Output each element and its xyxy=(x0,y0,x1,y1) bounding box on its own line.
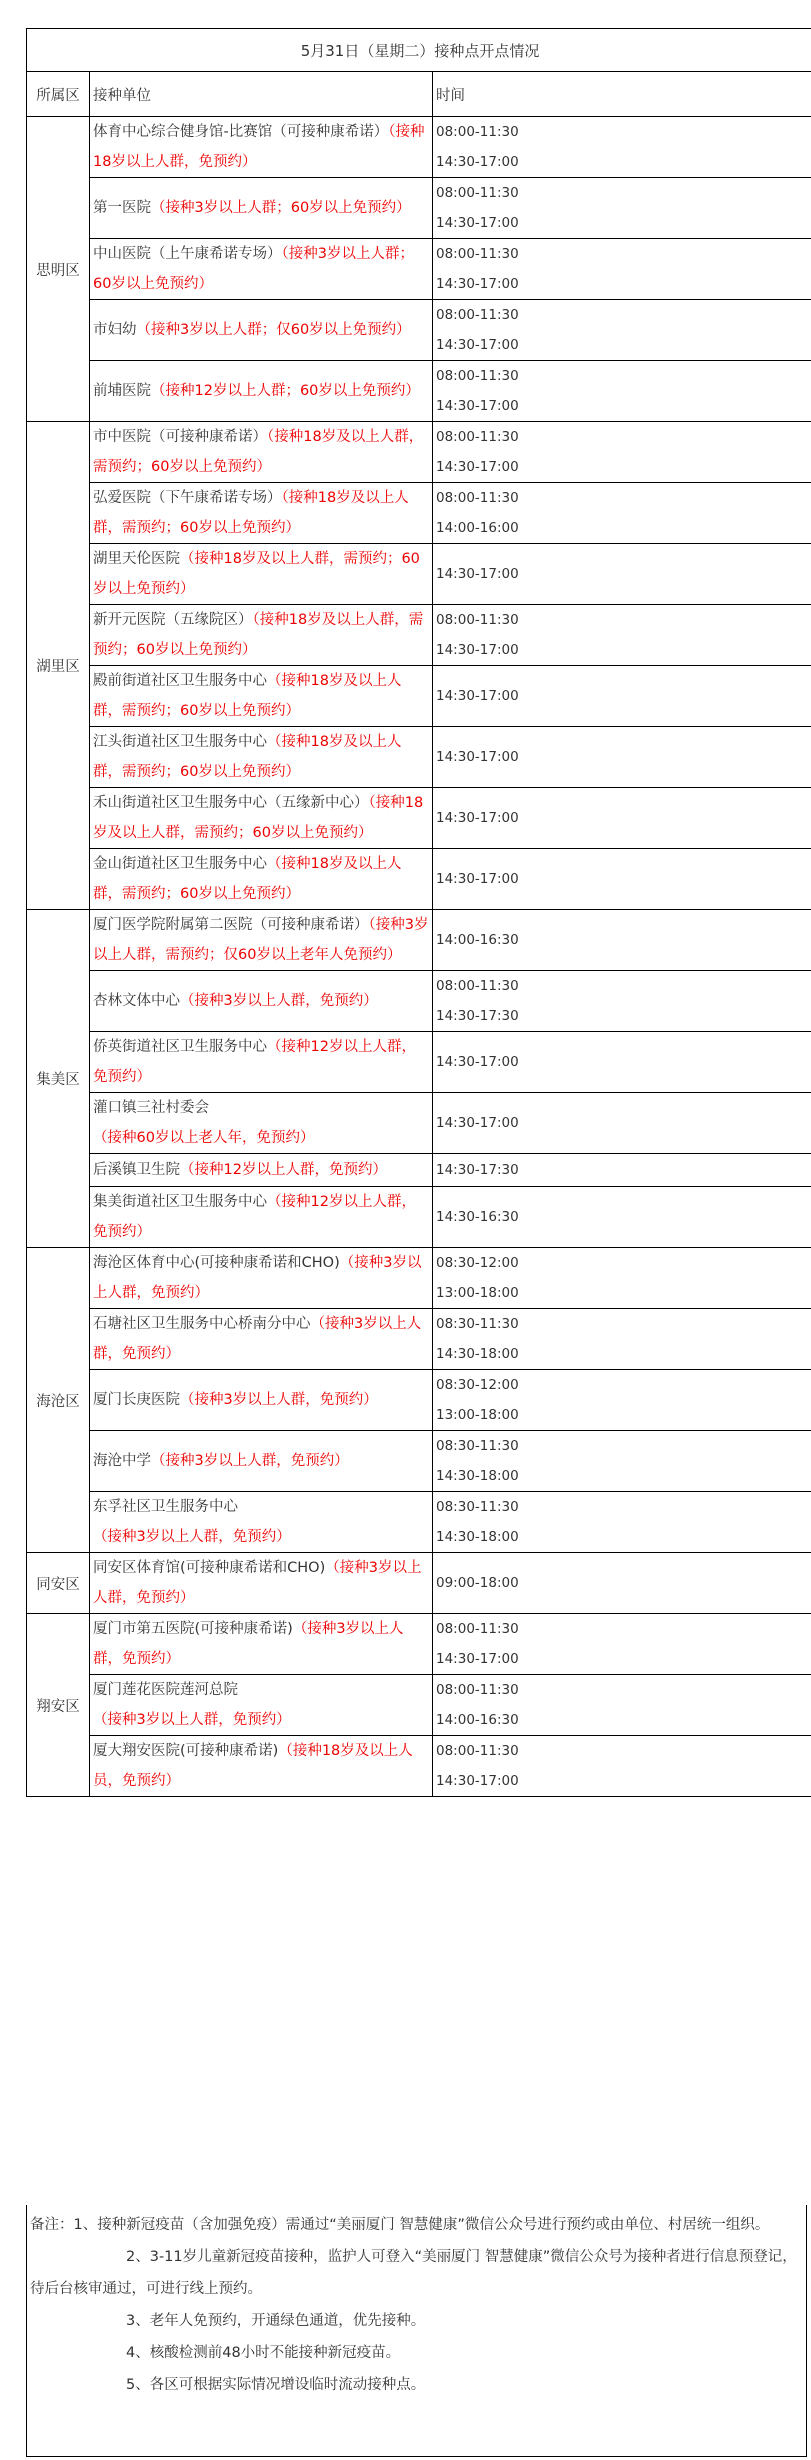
time-cell xyxy=(433,1032,811,1093)
unit-cell xyxy=(90,727,433,788)
table-row xyxy=(27,422,811,483)
unit-cell xyxy=(90,1492,433,1553)
table-row xyxy=(27,1187,811,1248)
table-row xyxy=(27,1032,811,1093)
afternoon-time: 14:30-17:00 xyxy=(436,688,519,704)
table-title: 5月31日（星期二）接种点开点情况 xyxy=(27,29,811,72)
unit-name: 东孚社区卫生服务中心 xyxy=(93,1499,238,1515)
afternoon-time: 14:30-17:00 xyxy=(436,871,519,887)
table-row xyxy=(27,727,811,788)
unit-name: 厦门医学院附属第二医院（可接种康希诺） xyxy=(93,917,369,933)
eligibility-note: （接种3岁以上人群，免预约） xyxy=(93,1529,291,1545)
time-cell xyxy=(433,1093,811,1154)
morning-time: 08:30-12:00 xyxy=(436,1377,519,1393)
afternoon-time: 14:30-17:00 xyxy=(436,1651,519,1667)
table-row xyxy=(27,239,811,300)
morning-time: 08:00-11:30 xyxy=(436,307,519,323)
eligibility-note: （接种18岁及以上人群，需预约；60岁以上免预约） xyxy=(93,429,424,475)
morning-time: 08:00-11:30 xyxy=(436,368,519,384)
time-cell xyxy=(433,117,811,178)
note-line: 3、老年人免预约，开通绿色通道，优先接种。 xyxy=(126,2313,426,2329)
unit-cell xyxy=(90,910,433,971)
afternoon-time: 14:00-16:30 xyxy=(436,932,519,948)
eligibility-note: （接种3岁以上人群，免预约） xyxy=(93,1316,422,1362)
time-cell xyxy=(433,727,811,788)
header-district: 所属区 xyxy=(27,72,90,117)
header-unit: 接种单位 xyxy=(90,72,433,117)
unit-cell xyxy=(90,239,433,300)
eligibility-note: （接种3岁以上人群，免预约） xyxy=(93,1560,422,1606)
district-cell: 海沧区 xyxy=(27,1248,90,1553)
unit-name: 厦大翔安医院(可接种康希诺) xyxy=(93,1743,279,1759)
unit-name: 海沧区体育中心(可接种康希诺和CHO) xyxy=(93,1255,340,1271)
afternoon-time: 14:00-16:30 xyxy=(436,1712,519,1728)
district-cell: 翔安区 xyxy=(27,1614,90,1797)
morning-time: 08:30-11:30 xyxy=(436,1316,519,1332)
eligibility-note: （接种18岁以上人群，免预约） xyxy=(93,124,425,170)
afternoon-time: 14:30-17:00 xyxy=(436,154,519,170)
time-cell xyxy=(433,788,811,849)
unit-name: 市中医院（可接种康希诺） xyxy=(93,429,267,445)
table-row xyxy=(27,1675,811,1736)
time-cell xyxy=(433,971,811,1032)
time-cell xyxy=(433,1553,811,1614)
unit-name: 海沧中学 xyxy=(93,1453,151,1469)
table-row xyxy=(27,1431,811,1492)
time-cell xyxy=(433,361,811,422)
table-body xyxy=(27,117,811,1797)
eligibility-note: （接种3岁以上人群，免预约） xyxy=(180,1392,378,1408)
unit-name: 体育中心综合健身馆-比赛馆（可接种康希诺） xyxy=(93,124,389,140)
afternoon-time: 14:30-17:00 xyxy=(436,749,519,765)
table-row xyxy=(27,849,811,910)
title-row xyxy=(27,29,811,72)
eligibility-note: （接种3岁以上人群，免预约） xyxy=(151,1453,349,1469)
afternoon-time: 14:30-17:00 xyxy=(436,459,519,475)
table-row xyxy=(27,971,811,1032)
afternoon-time: 14:30-17:00 xyxy=(436,1115,519,1131)
table-row xyxy=(27,483,811,544)
eligibility-note: （接种18岁及以上人群，需预约；60岁以上免预约） xyxy=(93,856,402,902)
eligibility-note: （接种18岁及以上人群，需预约；60岁以上免预约） xyxy=(93,551,420,597)
unit-cell xyxy=(90,971,433,1032)
district-cell: 湖里区 xyxy=(27,422,90,910)
table-row xyxy=(27,178,811,239)
time-cell xyxy=(433,910,811,971)
eligibility-note: （接种3岁以上人群，免预约） xyxy=(180,993,378,1009)
district-cell: 集美区 xyxy=(27,910,90,1248)
time-cell xyxy=(433,849,811,910)
unit-cell xyxy=(90,1248,433,1309)
unit-name: 集美街道社区卫生服务中心 xyxy=(93,1194,267,1210)
afternoon-time: 13:00-18:00 xyxy=(436,1285,519,1301)
afternoon-time: 09:00-18:00 xyxy=(436,1575,519,1591)
table-row xyxy=(27,1248,811,1309)
eligibility-note: （接种3岁以上人群；60岁以上免预约） xyxy=(151,200,411,216)
unit-name: 厦门长庚医院 xyxy=(93,1392,180,1408)
unit-cell xyxy=(90,1370,433,1431)
time-cell xyxy=(433,666,811,727)
time-cell xyxy=(433,1309,811,1370)
unit-cell xyxy=(90,117,433,178)
district-cell: 同安区 xyxy=(27,1553,90,1614)
morning-time: 08:00-11:30 xyxy=(436,1743,519,1759)
morning-time: 08:00-11:30 xyxy=(436,1621,519,1637)
unit-cell xyxy=(90,361,433,422)
unit-cell xyxy=(90,1675,433,1736)
time-cell xyxy=(433,239,811,300)
afternoon-time: 14:00-16:00 xyxy=(436,520,519,536)
table-row xyxy=(27,544,811,605)
vaccination-schedule-table xyxy=(26,28,811,1797)
unit-cell xyxy=(90,1553,433,1614)
morning-time: 08:00-11:30 xyxy=(436,1682,519,1698)
unit-name: 禾山街道社区卫生服务中心（五缘新中心） xyxy=(93,795,369,811)
afternoon-time: 14:30-18:00 xyxy=(436,1468,519,1484)
afternoon-time: 14:30-17:00 xyxy=(436,337,519,353)
table-row xyxy=(27,1492,811,1553)
unit-name: 侨英街道社区卫生服务中心 xyxy=(93,1039,267,1055)
afternoon-time: 14:30-17:00 xyxy=(436,566,519,582)
unit-cell xyxy=(90,849,433,910)
time-cell xyxy=(433,1431,811,1492)
eligibility-note: （接种3岁以上人群，免预约） xyxy=(93,1621,404,1667)
unit-cell xyxy=(90,422,433,483)
note-line: 5、各区可根据实际情况增设临时流动接种点。 xyxy=(126,2377,426,2393)
unit-cell xyxy=(90,1736,433,1797)
afternoon-time: 14:30-16:30 xyxy=(436,1209,519,1225)
unit-name: 弘爱医院（下午康希诺专场） xyxy=(93,490,282,506)
unit-cell xyxy=(90,1032,433,1093)
unit-name: 湖里天伦医院 xyxy=(93,551,180,567)
eligibility-note: （接种60岁以上老人年，免预约） xyxy=(93,1130,315,1146)
morning-time: 08:00-11:30 xyxy=(436,490,519,506)
time-cell xyxy=(433,483,811,544)
eligibility-note: （接种12岁以上人群，免预约） xyxy=(93,1194,416,1240)
morning-time: 08:30-11:30 xyxy=(436,1438,519,1454)
unit-cell xyxy=(90,1614,433,1675)
table-row xyxy=(27,1309,811,1370)
table-row xyxy=(27,1736,811,1797)
unit-cell xyxy=(90,178,433,239)
time-cell xyxy=(433,1370,811,1431)
time-cell xyxy=(433,1154,811,1187)
eligibility-note: （接种18岁及以上人群，需预约；60岁以上免预约） xyxy=(93,795,424,841)
time-cell xyxy=(433,178,811,239)
eligibility-note: （接种18岁及以上人群，需预约；60岁以上免预约） xyxy=(93,490,409,536)
unit-cell xyxy=(90,1187,433,1248)
unit-name: 江头街道社区卫生服务中心 xyxy=(93,734,267,750)
district-cell: 思明区 xyxy=(27,117,90,422)
table-row xyxy=(27,910,811,971)
table-row xyxy=(27,1370,811,1431)
morning-time: 08:00-11:30 xyxy=(436,978,519,994)
unit-cell xyxy=(90,544,433,605)
header-row xyxy=(27,72,811,117)
unit-name: 同安区体育馆(可接种康希诺和CHO) xyxy=(93,1560,326,1576)
eligibility-note: （接种12岁以上人群，免预约） xyxy=(180,1162,387,1178)
unit-name: 中山医院（上午康希诺专场） xyxy=(93,246,282,262)
morning-time: 08:00-11:30 xyxy=(436,124,519,140)
morning-time: 08:00-11:30 xyxy=(436,185,519,201)
afternoon-time: 14:30-17:00 xyxy=(436,398,519,414)
eligibility-note: （接种12岁以上人群，免预约） xyxy=(93,1039,416,1085)
header-time: 时间 xyxy=(433,72,811,117)
eligibility-note: （接种3岁以上人群；仅60岁以上免预约） xyxy=(136,322,411,338)
eligibility-note: （接种3岁以上人群，免预约） xyxy=(93,1712,291,1728)
table-row xyxy=(27,300,811,361)
time-cell xyxy=(433,544,811,605)
eligibility-note: （接种18岁及以上人群，需预约；60岁以上免预约） xyxy=(93,673,402,719)
eligibility-note: （接种18岁及以上人员，免预约） xyxy=(93,1743,413,1789)
eligibility-note: （接种3岁以上人群，需预约；仅60岁以上老年人免预约） xyxy=(93,917,429,963)
eligibility-note: （接种3岁以上人群；60岁以上免预约） xyxy=(93,246,414,292)
unit-name: 殿前街道社区卫生服务中心 xyxy=(93,673,267,689)
eligibility-note: （接种18岁及以上人群，需预约；60岁以上免预约） xyxy=(93,612,424,658)
time-cell xyxy=(433,1187,811,1248)
morning-time: 08:00-11:30 xyxy=(436,429,519,445)
afternoon-time: 14:30-17:30 xyxy=(436,1008,519,1024)
note-line: 2、3-11岁儿童新冠疫苗接种，监护人可登入“美丽厦门 智慧健康”微信公众号为接种者进行信息预登记，待后台核审通过，可进行线上预约。 xyxy=(30,2249,797,2297)
morning-time: 08:30-12:00 xyxy=(436,1255,519,1271)
unit-name: 金山街道社区卫生服务中心 xyxy=(93,856,267,872)
unit-cell xyxy=(90,300,433,361)
unit-cell xyxy=(90,666,433,727)
time-cell xyxy=(433,1675,811,1736)
table-row xyxy=(27,666,811,727)
morning-time: 08:30-11:30 xyxy=(436,1499,519,1515)
afternoon-time: 14:30-17:30 xyxy=(436,1162,519,1178)
afternoon-time: 14:30-17:00 xyxy=(436,276,519,292)
time-cell xyxy=(433,1492,811,1553)
eligibility-note: （接种12岁以上人群；60岁以上免预约） xyxy=(151,383,420,399)
unit-name: 后溪镇卫生院 xyxy=(93,1162,180,1178)
time-cell xyxy=(433,1736,811,1797)
note-line: 4、核酸检测前48小时不能接种新冠疫苗。 xyxy=(126,2345,401,2361)
unit-name: 第一医院 xyxy=(93,200,151,216)
unit-name: 杏林文体中心 xyxy=(93,993,180,1009)
unit-cell xyxy=(90,788,433,849)
unit-name: 前埔医院 xyxy=(93,383,151,399)
unit-cell xyxy=(90,605,433,666)
afternoon-time: 14:30-18:00 xyxy=(436,1529,519,1545)
unit-cell xyxy=(90,1431,433,1492)
table-row xyxy=(27,117,811,178)
table-row xyxy=(27,788,811,849)
time-cell xyxy=(433,1614,811,1675)
table-row xyxy=(27,1614,811,1675)
note-line: 备注：1、接种新冠疫苗（含加强免疫）需通过“美丽厦门 智慧健康”微信公众号进行预约或由单位、村居统一组织。 xyxy=(30,2217,770,2233)
afternoon-time: 14:30-17:00 xyxy=(436,1054,519,1070)
table-row xyxy=(27,1154,811,1187)
table-row xyxy=(27,1093,811,1154)
time-cell xyxy=(433,605,811,666)
afternoon-time: 14:30-17:00 xyxy=(436,810,519,826)
afternoon-time: 14:30-18:00 xyxy=(436,1346,519,1362)
afternoon-time: 13:00-18:00 xyxy=(436,1407,519,1423)
unit-name: 市妇幼 xyxy=(93,322,137,338)
unit-name: 厦门莲花医院莲河总院 xyxy=(93,1682,238,1698)
afternoon-time: 14:30-17:00 xyxy=(436,1773,519,1789)
table-row xyxy=(27,1553,811,1614)
unit-name: 厦门市第五医院(可接种康希诺) xyxy=(93,1621,293,1637)
unit-cell xyxy=(90,1154,433,1187)
time-cell xyxy=(433,1248,811,1309)
eligibility-note: （接种3岁以上人群，免预约） xyxy=(93,1255,422,1301)
morning-time: 08:00-11:30 xyxy=(436,246,519,262)
morning-time: 08:00-11:30 xyxy=(436,612,519,628)
table-row xyxy=(27,605,811,666)
unit-name: 新开元医院（五缘院区） xyxy=(93,612,253,628)
unit-name: 灌口镇三社村委会 xyxy=(93,1100,209,1116)
notes-section xyxy=(26,2205,807,2457)
unit-name: 石塘社区卫生服务中心桥南分中心 xyxy=(93,1316,311,1332)
afternoon-time: 14:30-17:00 xyxy=(436,215,519,231)
unit-cell xyxy=(90,483,433,544)
time-cell xyxy=(433,300,811,361)
unit-cell xyxy=(90,1093,433,1154)
eligibility-note: （接种18岁及以上人群，需预约；60岁以上免预约） xyxy=(93,734,402,780)
time-cell xyxy=(433,422,811,483)
unit-cell xyxy=(90,1309,433,1370)
afternoon-time: 14:30-17:00 xyxy=(436,642,519,658)
table-row xyxy=(27,361,811,422)
